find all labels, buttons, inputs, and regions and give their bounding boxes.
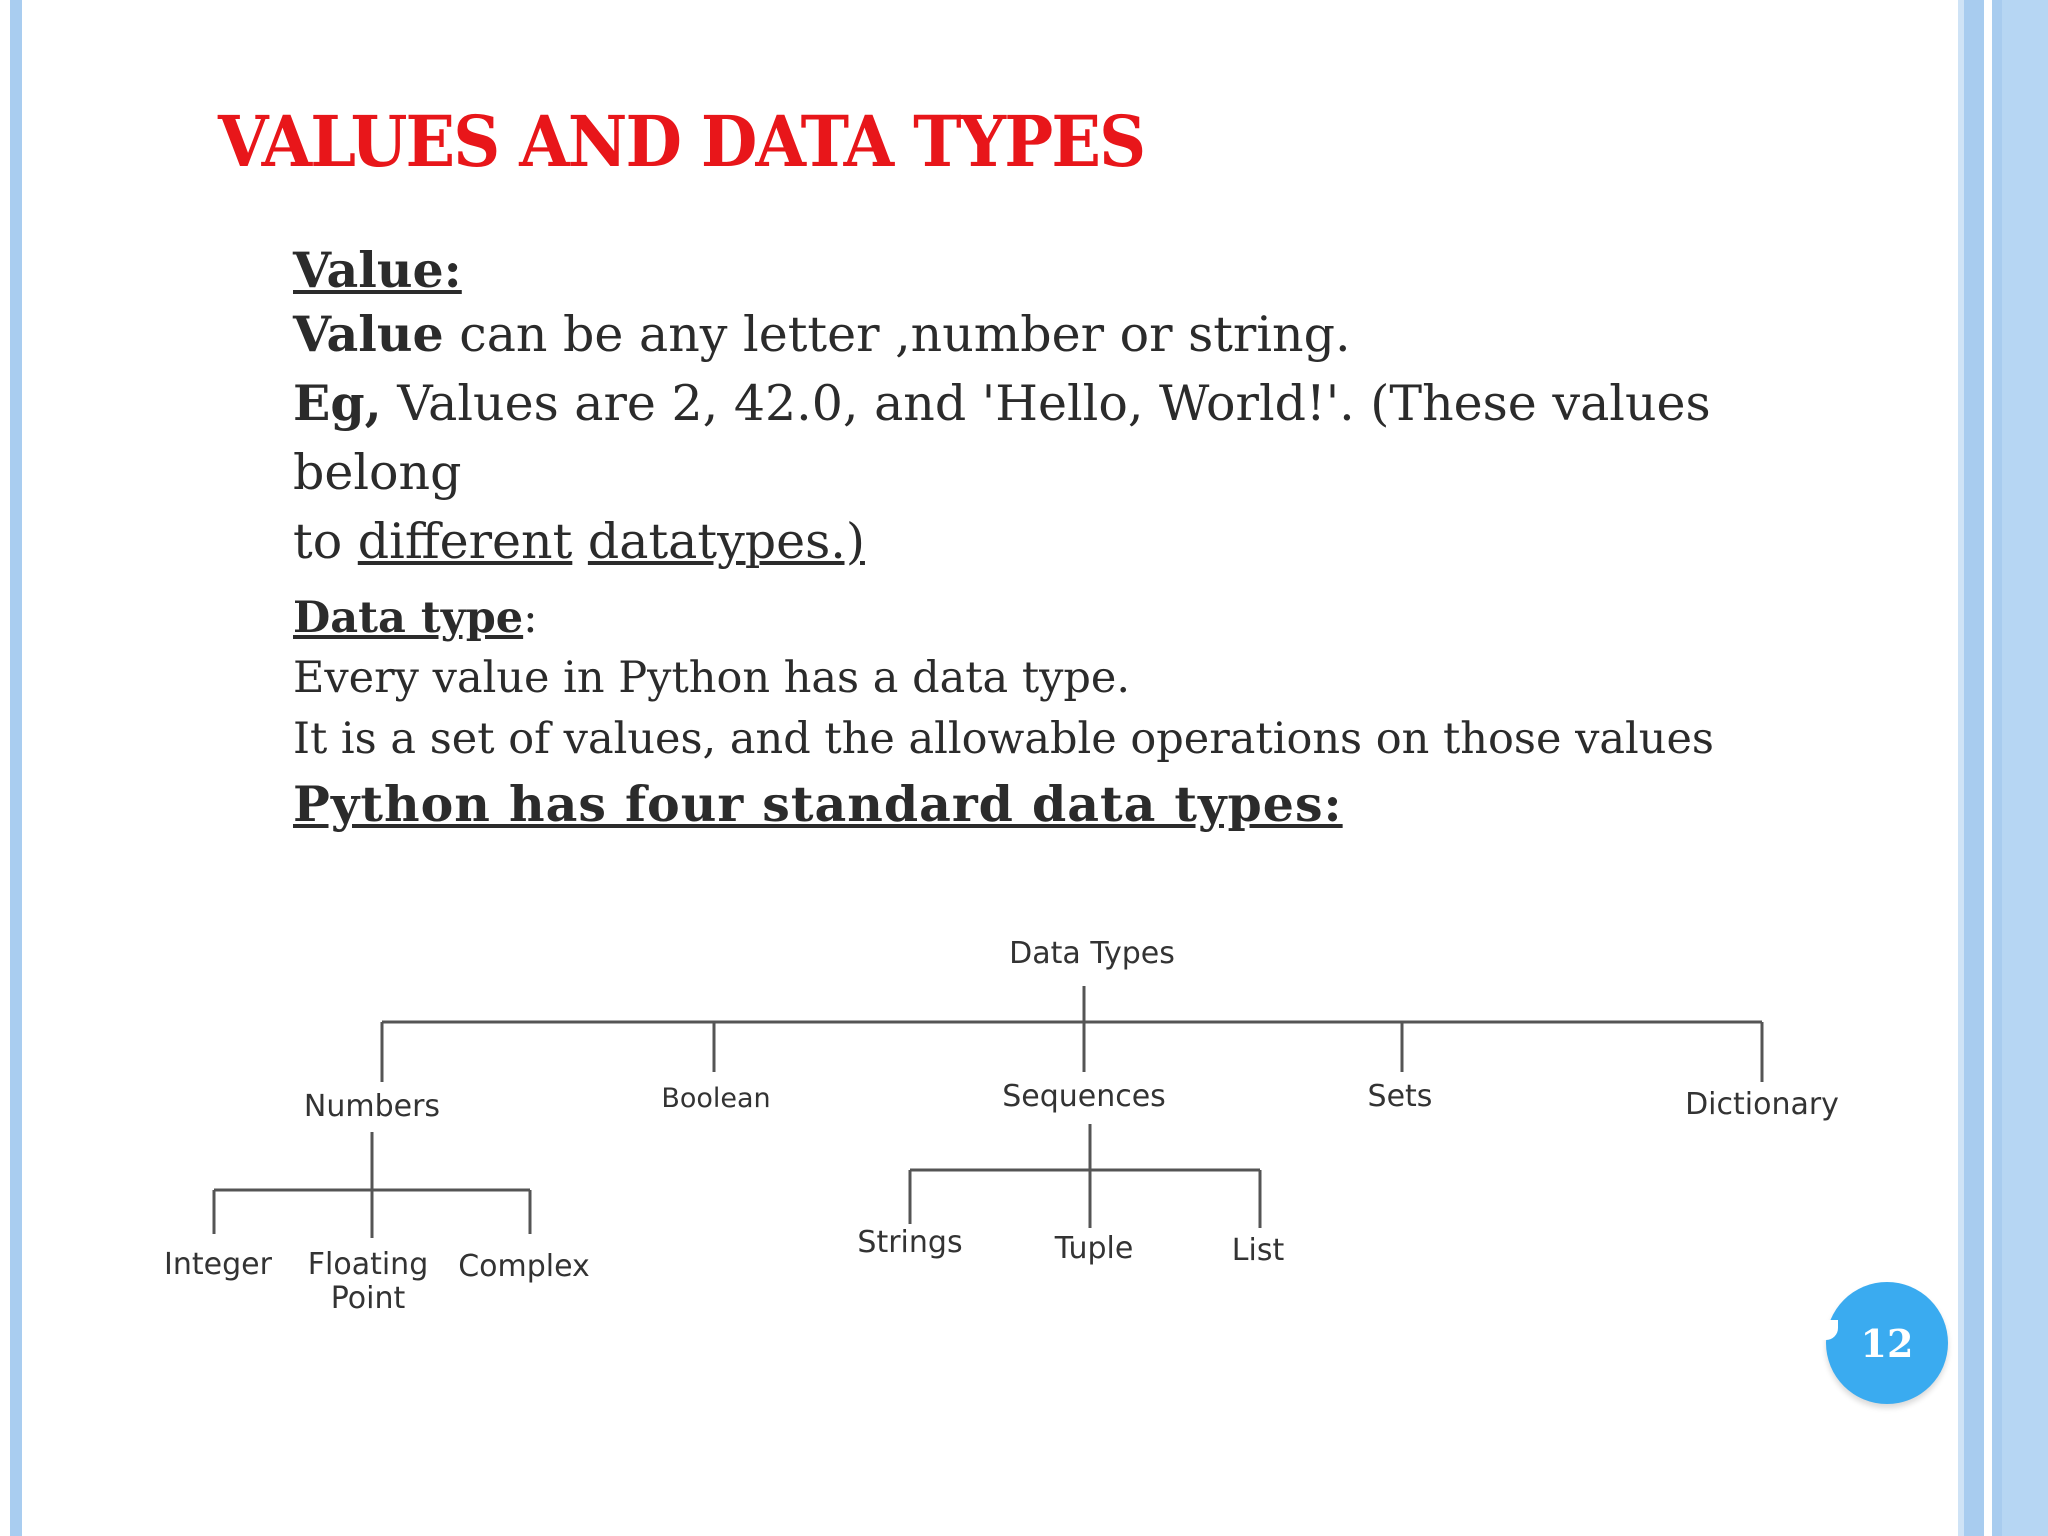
right-border-stripe [1964, 0, 1984, 1536]
tree-node-list: List [1231, 1233, 1285, 1268]
datatype-heading-label: Data type [293, 593, 524, 643]
datatype-heading-colon: : [523, 593, 538, 643]
datatype-line-1: Every value in Python has a data type. [293, 653, 1131, 703]
tree-node-tuple: Tuple [1054, 1231, 1134, 1266]
tree-node-integer: Integer [164, 1247, 272, 1282]
left-border-stripe [10, 0, 22, 1536]
standard-types-heading: Python has four standard data types: [293, 775, 1343, 833]
example-term: Eg, [293, 374, 382, 432]
tree-node-sequences: Sequences [1002, 1079, 1166, 1114]
left-border [0, 0, 22, 1536]
tree-node-floating-point [308, 1248, 428, 1316]
right-border [1958, 0, 2048, 1536]
point-label: Point [330, 1281, 406, 1316]
tree-node-dictionary: Dictionary [1685, 1087, 1839, 1122]
floating-label: Floating [307, 1247, 429, 1282]
value-example-text: Values are 2, 42.0, and 'Hello, World!'. (These values belong [293, 375, 1711, 501]
value-definition [293, 300, 1813, 369]
right-border-stripe [2002, 0, 2048, 1536]
tree-node-sets: Sets [1367, 1079, 1433, 1114]
datatypes-word: datatypes.) [587, 513, 865, 570]
tree-node-numbers: Numbers [303, 1089, 441, 1124]
tree-node-complex: Complex [458, 1249, 590, 1284]
value-example [293, 369, 1813, 576]
page-number: 12 [1860, 1320, 1914, 1366]
different-word: different [357, 513, 573, 570]
datatype-line-2: It is a set of values, and the allowable operations on those values [293, 714, 1714, 764]
tree-node-root: Data Types [1009, 936, 1175, 971]
slide-title: VALUES AND DATA TYPES [218, 100, 1145, 183]
tree-node-strings: Strings [857, 1225, 963, 1260]
right-border-stripe [1992, 0, 2002, 1536]
tree-node-boolean: Boolean [661, 1083, 771, 1114]
value-definition-text: can be any letter ,number or string. [443, 306, 1351, 363]
value-example-cont: to [293, 513, 358, 570]
slide-content [293, 240, 1813, 770]
value-term: Value [293, 305, 444, 363]
datatype-heading [293, 588, 1813, 648]
value-heading: Value: [293, 241, 462, 299]
right-border-gap [1984, 0, 1992, 1536]
